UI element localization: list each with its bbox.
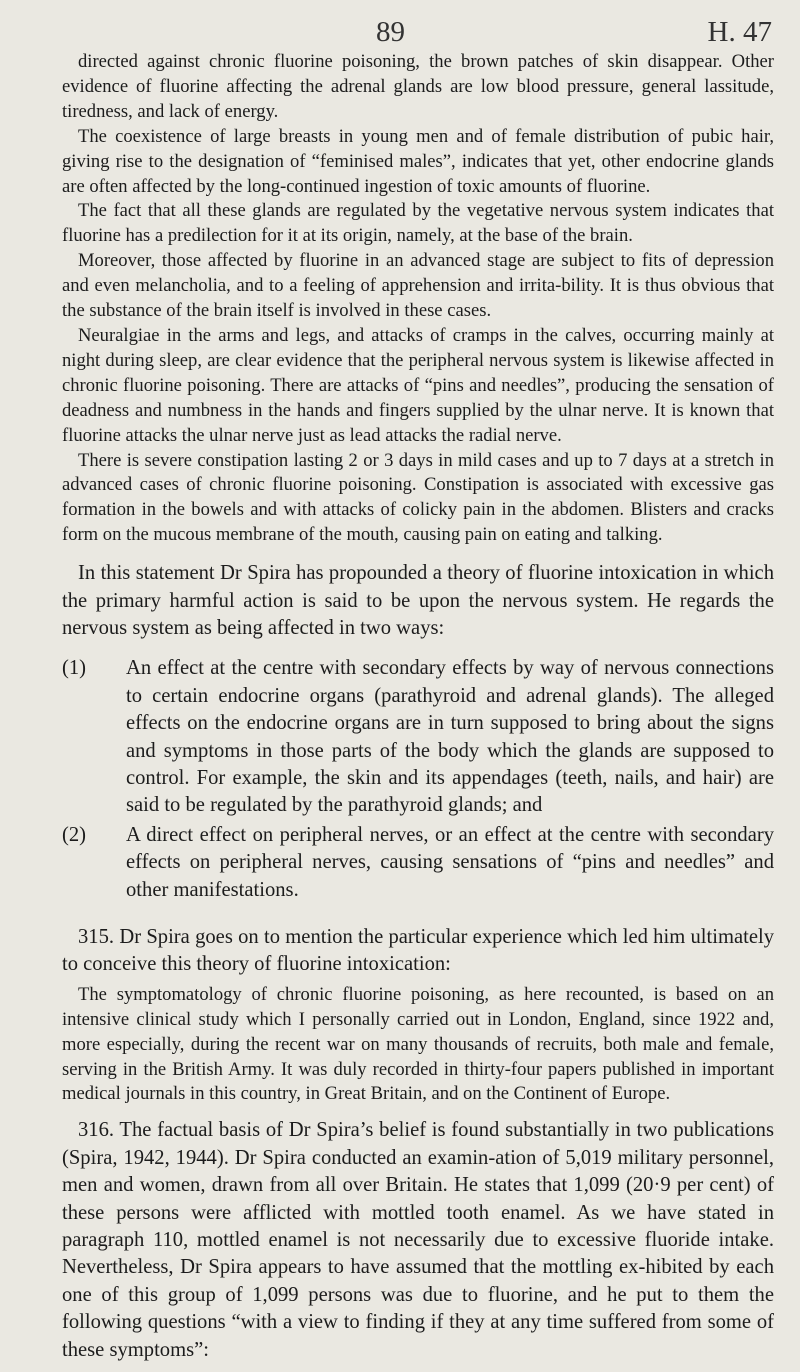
page-number: 89 — [376, 16, 405, 48]
paragraph: There is severe constipation lasting 2 or 3 days in mild cases and up to 7 days at a stretch in advanced cases of chronic fluorine poisoning. Constipation is associated with excessive gas formation in the bowels and with attacks of colicky pain in the abdomen. Blisters and cracks form on the mucous membrane of the mouth, causing pain on eating and talking. — [62, 449, 774, 546]
document-code: H. 47 — [707, 16, 772, 48]
theory-lead-paragraph: In this statement Dr Spira has propounded a theory of fluorine intoxication in which the primary harmful action is said to be upon the nervous system. He regards the nervous system as being affected in two ways: — [62, 562, 774, 639]
paragraph-316: 316. The factual basis of Dr Spira’s belief is found substantially in two publications (Spira, 1942, 1944). Dr Spira conducted an examin-ation of 5,019 military personnel, men and women, drawn from all over Britain. He states that 1,099 (20·9 per cent) of these persons were afflicted with mottled tooth enamel. As we have stated in paragraph 110, mottled enamel is not necessarily due to excessive fluoride intake. Nevertheless, Dr Spira appears to have assumed that the mottling ex-hibited by each one of this group of 1,099 persons was due to fluorine, and he put to them the following questions “with a view to finding if they at any time suffered from some of these symptoms”: — [62, 1119, 774, 1361]
list-item-number: (1) — [62, 657, 87, 680]
list-item-text: An effect at the centre with secondary effects by way of nervous connections to certain endocrine organs (parathyroid and adrenal glands). The alleged effects on the endocrine organs are in turn supposed to bring about the signs and symptoms in those parts of the body which the glands are supposed to control. For example, the skin and its appendages (teeth, nails, and hair) are said to be regulated by the parathyroid glands; and — [126, 657, 774, 817]
paragraph-315: 315. Dr Spira goes on to mention the particular experience which led him ultimately to conceive this theory of fluorine intoxication: — [62, 926, 774, 976]
numbered-list — [62, 655, 774, 904]
symptom-paragraphs — [62, 50, 774, 548]
paragraph: The coexistence of large breasts in young men and of female distribution of pubic hair, giving rise to the designation of “feminised males”, indicates that yet, other endocrine glands are often affected by the long-continued ingestion of toxic amounts of fluorine. — [62, 125, 774, 197]
list-item — [62, 655, 774, 819]
list-item-number: (2) — [62, 823, 87, 846]
list-item-text: A direct effect on peripheral nerves, or an effect at the centre with secondary effects on peripheral nerves, causing sensations of “pins and needles” and other manifestations. — [126, 823, 774, 901]
paragraph: Moreover, those affected by fluorine in an advanced stage are subject to fits of depression and even melancholia, and to a feeling of apprehension and irrita-bility. It is thus obvious that the substance of the brain itself is involved in these cases. — [62, 250, 774, 322]
quoted-statement: The symptomatology of chronic fluorine poisoning, as here recounted, is based on an intensive clinical study which I personally carried out in London, England, since 1922 and, more especially, during the recent war on many thousands of recruits, both male and female, serving in the British Army. It was duly recorded in thirty-four papers published in important medical journals in this country, in Great Britain, and on the Continent of Europe. — [62, 983, 774, 1105]
paragraph: Neuralgiae in the arms and legs, and attacks of cramps in the calves, occurring mainly at night during sleep, are clear evidence that the peripheral nervous system is likewise affected in chronic fluorine poisoning. There are attacks of “pins and needles”, producing the sensation of deadness and numbness in the hands and fingers supplied by the ulnar nerve. It is known that fluorine attacks the ulnar nerve just as lead attacks the radial nerve. — [62, 324, 774, 446]
numbered-paragraphs — [62, 924, 774, 1364]
body-text — [62, 50, 774, 1364]
theory-section — [62, 560, 774, 904]
page-header — [0, 16, 800, 48]
paragraph: The fact that all these glands are regulated by the vegetative nervous system indicates that fluorine has a predilection for it at its origin, namely, at the base of the brain. — [62, 200, 774, 247]
paragraph: directed against chronic fluorine poisoning, the brown patches of skin disappear. Other evidence of fluorine affecting the adrenal glands are low blood pressure, general lassitude, tiredness, and lack of energy. — [62, 51, 774, 122]
list-item — [62, 822, 774, 904]
